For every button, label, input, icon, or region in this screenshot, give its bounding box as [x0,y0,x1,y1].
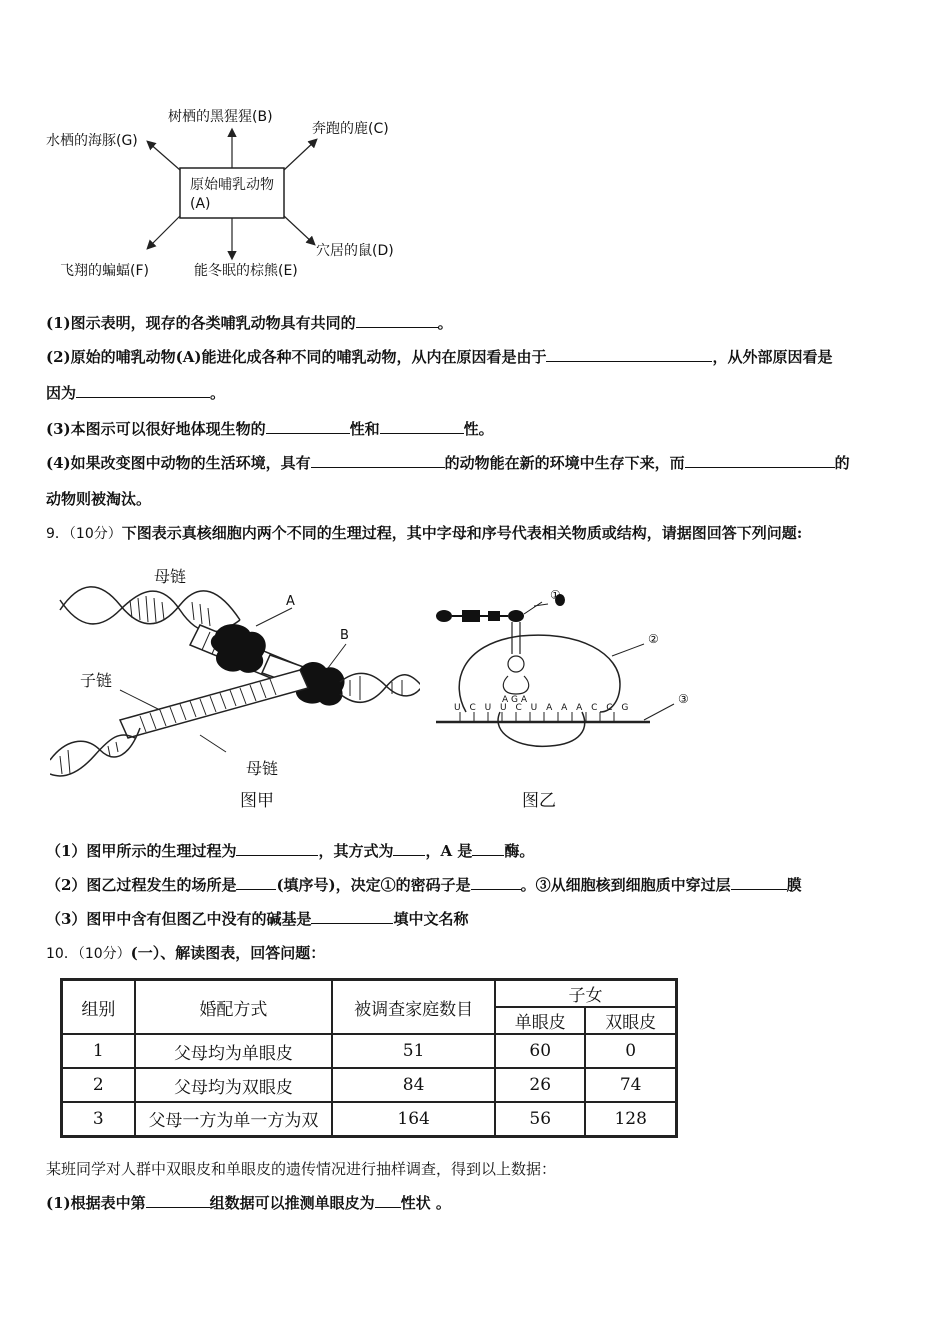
q8-line3: 因为 。 [46,384,226,402]
header-mating: 婚配方式 [135,980,333,1035]
label-e: 能冬眠的棕熊(E) [194,263,298,279]
label-daughter: 子链 [80,671,113,690]
anticodon: A G A [502,695,528,705]
cell-families: 51 [332,1034,495,1068]
mrna-sequence: U C U U C U A A A C C G [454,703,632,713]
arrow-to-g [148,142,180,170]
figure-yi [430,584,700,810]
label-mother-top: 母链 [154,567,187,586]
arrow-to-d [284,216,314,244]
label-d: 穴居的鼠(D) [316,243,394,259]
caption-yi: 图乙 [522,791,556,811]
cell-mating: 父母均为双眼皮 [135,1068,333,1102]
label-f: 飞翔的蝙蝠(F) [60,263,149,279]
cell-single: 56 [495,1102,585,1136]
q8-line4: (3)本图示可以很好地体现生物的 性和 性。 [46,420,494,438]
label-a: A [286,594,295,609]
header-double: 双眼皮 [585,1007,676,1034]
table-row [62,1068,677,1102]
label-g: 水栖的海豚(G) [46,133,138,149]
cell-group: 1 [62,1034,135,1068]
translation-drawing [430,584,700,754]
cell-double: 0 [585,1034,676,1068]
q10-text: 某班同学对人群中双眼皮和单眼皮的遗传情况进行抽样调查，得到以上数据： [46,1160,557,1178]
cell-double: 74 [585,1068,676,1102]
q10-line1: (1)根据表中第 组数据可以推测单眼皮为 性状 。 [46,1194,451,1212]
q8-line6: 动物则被淘汰。 [46,490,152,508]
center-label: 原始哺乳动物(A) [190,177,274,212]
label-3: ③ [678,692,689,706]
q8-line5: (4)如果改变图中动物的生活环境，具有 的动物能在新的环境中生存下来，而 的 [46,454,850,472]
cell-group: 2 [62,1068,135,1102]
header-children: 子女 [495,980,676,1008]
q9-line2: （2）图乙过程发生的场所是 (填序号)，决定①的密码子是 。③从细胞核到细胞质中穿过层 膜 [46,876,802,894]
cell-families: 164 [332,1102,495,1136]
radiation-diagram [44,98,414,288]
q8-line2: (2)原始的哺乳动物(A)能进化成各种不同的哺乳动物，从内在原因看是由于 ，从外部原因看是 [46,348,833,366]
header-group: 组别 [62,980,135,1035]
label-mother-bottom: 母链 [246,759,279,778]
cell-group: 3 [62,1102,135,1136]
cell-mating: 父母一方为单一方为双 [135,1102,333,1136]
cell-single: 60 [495,1034,585,1068]
cell-double: 128 [585,1102,676,1136]
q9-line3: （3）图甲中含有但图乙中没有的碱基是 填中文名称 [46,910,469,928]
label-b: 树栖的黑猩猩(B) [168,109,273,125]
arrow-to-c [284,140,316,170]
survey-table [60,978,678,1138]
header-families: 被调查家庭数目 [332,980,495,1035]
label-b: B [340,628,349,643]
q9-stem: 9．（10分）下图表示真核细胞内两个不同的生理过程，其中字母和序号代表相关物质或结构，请据图回答下列问题: [46,524,803,542]
q8-line1: (1)图示表明，现存的各类哺乳动物具有共同的 。 [46,314,453,332]
label-c: 奔跑的鹿(C) [312,121,389,137]
label-1: ① [550,588,561,602]
label-2: ② [648,632,659,646]
cell-families: 84 [332,1068,495,1102]
header-single: 单眼皮 [495,1007,585,1034]
q10-stem: 10．（10分）(一）、解读图表，回答问题： [46,944,326,962]
arrow-to-f [148,216,180,248]
cell-mating: 父母均为单眼皮 [135,1034,333,1068]
cell-single: 26 [495,1068,585,1102]
table-row [62,1034,677,1068]
table-row [62,1102,677,1136]
figure-jia [50,560,420,810]
q9-line1: （1）图甲所示的生理过程为 ，其方式为 ，A 是 酶。 [46,842,535,860]
caption-jia: 图甲 [240,791,274,811]
